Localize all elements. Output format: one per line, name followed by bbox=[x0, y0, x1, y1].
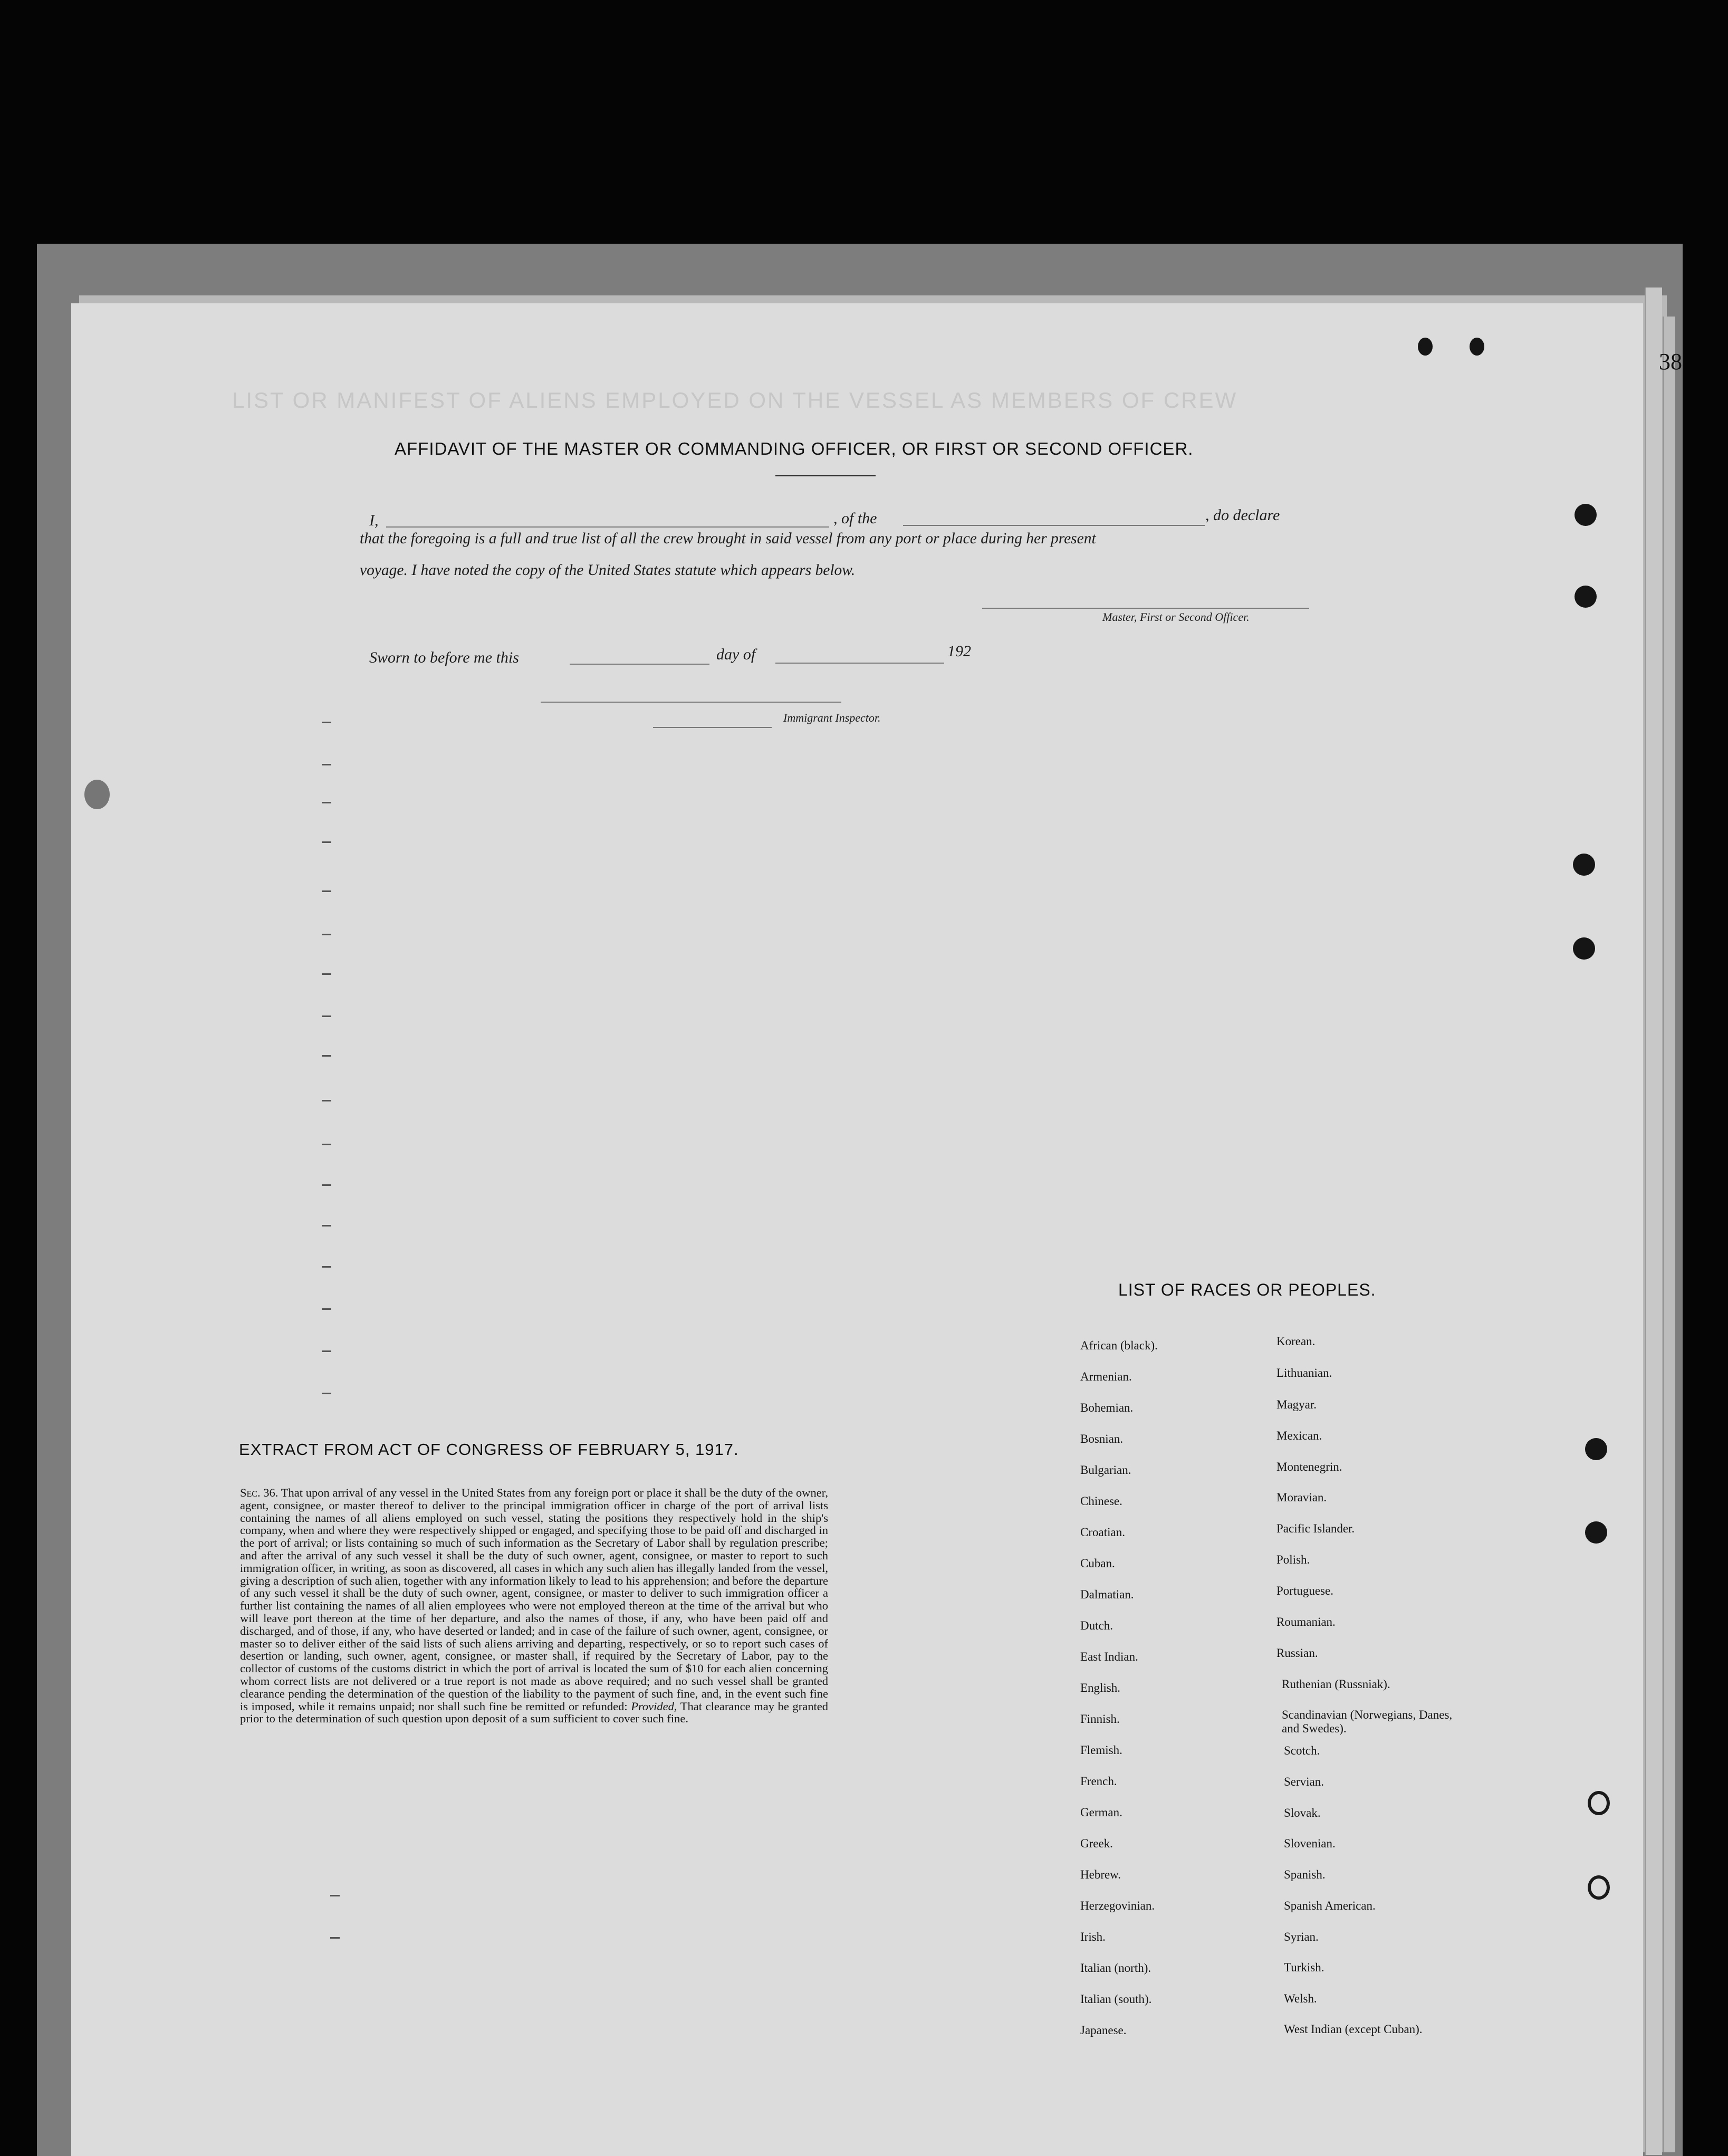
affidavit-of-the: , of the bbox=[833, 510, 877, 527]
race-item: Armenian. bbox=[1080, 1370, 1132, 1383]
race-item: Polish. bbox=[1276, 1553, 1310, 1566]
race-item: Portuguese. bbox=[1276, 1584, 1333, 1597]
inspector-signature-line bbox=[541, 702, 841, 703]
affidavit-line3: voyage. I have noted the copy of the United States statute which appears below. bbox=[360, 562, 856, 579]
race-item: Japanese. bbox=[1080, 2024, 1127, 2037]
race-item: Herzegovinian. bbox=[1080, 1899, 1155, 1912]
page-stack-edge bbox=[1645, 288, 1662, 2155]
statute-body: That upon arrival of any vessel in the United States from any foreign port or place it shall be the duty of the owner, agent, consignee, or master thereof to deliver to the principal immigration officer in charge of the port of arrival lists containing the names of all aliens employed on such vessel, stating the positions they respectively hold in the ship's company, when and where they were respectively shipped or engaged, and specifying those to be paid off and discharged in the port of arrival; or lists containing so much of such information as the Secretary of Labor shall by regulation prescribe; and after the arrival of any such vessel it shall be the duty of such owner, agent, consignee, or master to report to such immigration officer, in writing, as soon as discovered, all cases in which any such alien has illegally landed from the vessel, giving a description of such alien, together with any information likely to lead to his apprehension; and before the departure of any such vessel it shall be the duty of such owner, agent, consignee, or master to deliver to such immigration officer a further list containing the names of all alien employees who were not employed thereon at the time of the arrival but who will leave port thereon at the time of her departure, and also the names of those, if any, who have been paid off and discharged, and of those, if any, who have deserted or landed; and in case of the failure of such owner, agent, consignee, or master so to deliver either of the said lists of such aliens arriving and departing, respectively, or so to report such cases of desertion or landing, such owner, agent, consignee, or master shall, if required by the Secretary of Labor, pay to the collector of customs of the customs district in which the port of arrival is located the sum of $10 for each alien concerning whom correct lists are not delivered or a true report is not made as above required; and no such vessel shall be granted clearance pending the determination of the question of the liability to the payment of such fine, and, in the event such fine is imposed, while it remains unpaid; nor shall such fine be remitted or refunded: bbox=[240, 1486, 829, 1713]
race-item: Scotch. bbox=[1284, 1744, 1320, 1757]
punch-hole bbox=[1418, 338, 1433, 356]
row-dash bbox=[322, 1308, 331, 1310]
races-title: LIST OF RACES OR PEOPLES. bbox=[1118, 1280, 1376, 1299]
punch-hole bbox=[1585, 1521, 1607, 1544]
race-item: Pacific Islander. bbox=[1276, 1522, 1355, 1535]
row-dash bbox=[322, 890, 331, 892]
statute-tail: That clearance may be granted prior to the determination of such question upon deposit of a sum sufficient to cover such fine. bbox=[240, 1699, 829, 1726]
race-item: English. bbox=[1080, 1681, 1121, 1694]
row-dash bbox=[322, 1350, 331, 1352]
race-item: Italian (north). bbox=[1080, 1961, 1151, 1975]
race-item: French. bbox=[1080, 1775, 1117, 1788]
extract-title: EXTRACT FROM ACT OF CONGRESS OF FEBRUARY 5, 1917. bbox=[239, 1440, 739, 1459]
document-page bbox=[71, 303, 1643, 2156]
race-item: Hebrew. bbox=[1080, 1868, 1121, 1881]
row-dash bbox=[322, 802, 331, 803]
page-number: 38 bbox=[1659, 349, 1682, 375]
race-item: Turkish. bbox=[1284, 1961, 1324, 1974]
title-underline bbox=[775, 475, 876, 476]
page-stack-edge bbox=[1663, 317, 1675, 2152]
scan-stain bbox=[84, 780, 110, 809]
race-item: Greek. bbox=[1080, 1837, 1113, 1850]
statute-text bbox=[240, 1487, 828, 1725]
row-dash bbox=[322, 1144, 331, 1145]
race-item: Bosnian. bbox=[1080, 1432, 1124, 1445]
sworn-day-line bbox=[570, 664, 709, 665]
race-item: Servian. bbox=[1284, 1775, 1324, 1788]
row-dash bbox=[322, 973, 331, 975]
master-signature-caption: Master, First or Second Officer. bbox=[1102, 610, 1250, 624]
punch-hole bbox=[1573, 937, 1595, 960]
race-item: German. bbox=[1080, 1806, 1122, 1819]
punch-hole bbox=[1588, 1875, 1610, 1900]
row-dash bbox=[322, 841, 331, 843]
race-item: Scandinavian (Norwegians, Danes, and Swedes). bbox=[1282, 1708, 1453, 1735]
section-label: Sec. 36. bbox=[240, 1486, 279, 1499]
punch-hole bbox=[1573, 854, 1595, 876]
race-item: Croatian. bbox=[1080, 1526, 1125, 1539]
punch-hole bbox=[1575, 504, 1597, 526]
row-dash bbox=[330, 1895, 340, 1896]
race-item: Italian (south). bbox=[1080, 1992, 1152, 2006]
race-item: Cuban. bbox=[1080, 1557, 1115, 1570]
row-dash bbox=[322, 764, 331, 765]
affidavit-i: I, bbox=[369, 512, 379, 529]
race-item: African (black). bbox=[1080, 1339, 1158, 1352]
row-dash bbox=[322, 1393, 331, 1394]
row-dash bbox=[322, 1266, 331, 1268]
race-item: Chinese. bbox=[1080, 1494, 1122, 1508]
race-item: Spanish. bbox=[1284, 1868, 1326, 1881]
row-dash bbox=[322, 1100, 331, 1101]
race-item: Slovenian. bbox=[1284, 1837, 1336, 1850]
inspector-signature-line bbox=[653, 727, 772, 728]
race-item: Moravian. bbox=[1276, 1491, 1327, 1504]
race-item: West Indian (except Cuban). bbox=[1284, 2023, 1423, 2036]
race-item: Magyar. bbox=[1276, 1398, 1317, 1411]
row-dash bbox=[322, 1055, 331, 1057]
race-item: Bulgarian. bbox=[1080, 1463, 1131, 1477]
row-dash bbox=[322, 1225, 331, 1226]
punch-hole bbox=[1575, 586, 1597, 608]
race-item: Welsh. bbox=[1284, 1992, 1317, 2005]
race-item: Russian. bbox=[1276, 1646, 1318, 1660]
punch-hole bbox=[1470, 338, 1484, 356]
punch-hole bbox=[1588, 1791, 1610, 1815]
sworn-text: Sworn to before me this bbox=[369, 649, 519, 666]
row-dash bbox=[330, 1937, 340, 1939]
race-item: Spanish American. bbox=[1284, 1899, 1376, 1912]
row-dash bbox=[322, 1015, 331, 1017]
sworn-year: 192 bbox=[947, 643, 971, 660]
punch-hole bbox=[1585, 1438, 1607, 1460]
race-item: East Indian. bbox=[1080, 1650, 1138, 1663]
affidavit-declare: , do declare bbox=[1205, 506, 1280, 524]
sworn-month-line bbox=[775, 663, 944, 664]
race-item: Mexican. bbox=[1276, 1429, 1322, 1442]
race-item: Dalmatian. bbox=[1080, 1588, 1134, 1601]
race-item: Roumanian. bbox=[1276, 1615, 1336, 1628]
race-item: Korean. bbox=[1276, 1335, 1316, 1348]
inspector-caption: Immigrant Inspector. bbox=[783, 711, 881, 724]
race-item: Slovak. bbox=[1284, 1806, 1321, 1819]
race-item: Finnish. bbox=[1080, 1712, 1120, 1726]
race-item: Dutch. bbox=[1080, 1619, 1113, 1632]
name-blank-line bbox=[386, 526, 829, 528]
race-item: Bohemian. bbox=[1080, 1401, 1134, 1414]
race-item: Montenegrin. bbox=[1276, 1460, 1342, 1473]
row-dash bbox=[322, 1184, 331, 1186]
race-item: Syrian. bbox=[1284, 1930, 1319, 1943]
day-of-text: day of bbox=[716, 646, 756, 663]
affidavit-line2: that the foregoing is a full and true list of all the crew brought in said vessel from any port or place during her present bbox=[360, 530, 1096, 547]
row-dash bbox=[322, 722, 331, 723]
affidavit-title: AFFIDAVIT OF THE MASTER OR COMMANDING OFFICER, OR FIRST OR SECOND OFFICER. bbox=[395, 439, 1194, 458]
bleed-through-header: LIST OR MANIFEST OF ALIENS EMPLOYED ON THE VESSEL AS MEMBERS OF CREW bbox=[232, 388, 1238, 413]
master-signature-line bbox=[982, 608, 1309, 609]
row-dash bbox=[322, 934, 331, 935]
race-item: Flemish. bbox=[1080, 1743, 1122, 1757]
provided-word: Provided, bbox=[631, 1699, 677, 1713]
race-item: Ruthenian (Russniak). bbox=[1282, 1678, 1390, 1691]
race-item: Irish. bbox=[1080, 1930, 1106, 1943]
race-item: Lithuanian. bbox=[1276, 1366, 1332, 1379]
vessel-blank-line bbox=[903, 525, 1205, 526]
